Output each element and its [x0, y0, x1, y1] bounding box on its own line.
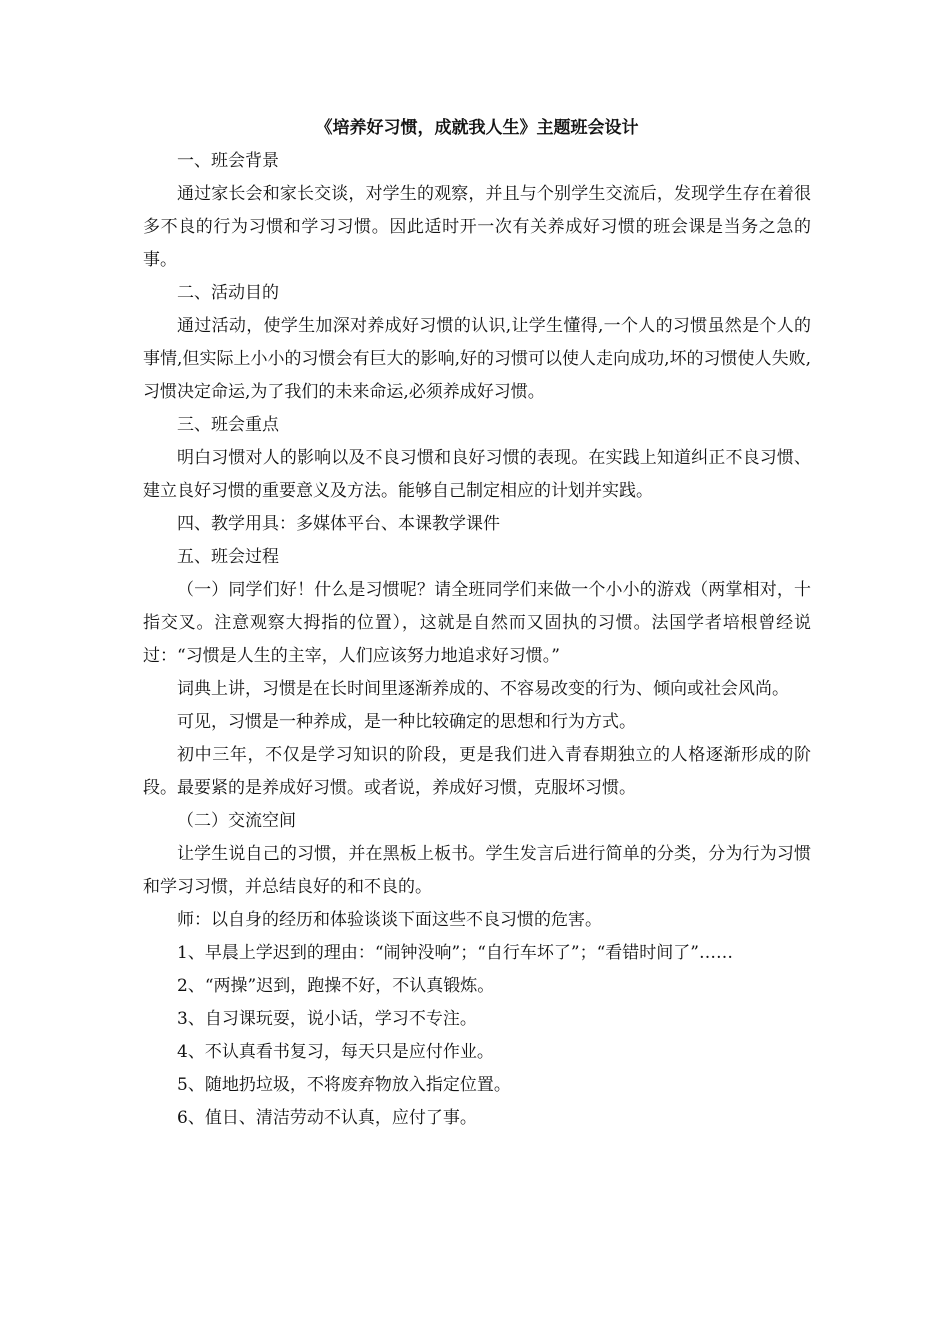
- heading-tools: 四、教学用具：多媒体平台、本课教学课件: [177, 514, 500, 534]
- paragraph-purpose: 通过活动，使学生加深对养成好习惯的认识,让学生懂得,一个人的习惯虽然是个人的事情,但实际上小小的习惯会有巨大的影响,好的习惯可以使人走向成功,坏的习惯使人失败,习惯决定命运,为了我们的未来命运,必须养成好习惯。: [143, 316, 811, 402]
- document-page: [143, 112, 811, 1135]
- heading-background: 一、班会背景: [177, 151, 279, 171]
- list-item-6: 6、值日、清洁劳动不认真，应付了事。: [177, 1108, 477, 1128]
- list-item-4: 4、不认真看书复习，每天只是应付作业。: [177, 1042, 494, 1062]
- paragraph-junior-high: 初中三年，不仅是学习知识的阶段，更是我们进入青春期独立的人格逐渐形成的阶段。最要紧的是养成好习惯。或者说，养成好习惯，克服坏习惯。: [143, 745, 811, 798]
- paragraph-focus: 明白习惯对人的影响以及不良习惯和良好习惯的表现。在实践上知道纠正不良习惯、建立良好习惯的重要意义及方法。能够自己制定相应的计划并实践。: [143, 448, 811, 501]
- document-title: 《培养好习惯，成就我人生》主题班会设计: [315, 118, 639, 138]
- list-item-2: 2、“两操”迟到，跑操不好，不认真锻炼。: [177, 976, 495, 996]
- paragraph-exchange: 让学生说自己的习惯，并在黑板上板书。学生发言后进行简单的分类，分为行为习惯和学习习惯，并总结良好的和不良的。: [143, 844, 811, 897]
- list-item-5: 5、随地扔垃圾，不将废弃物放入指定位置。: [177, 1075, 511, 1095]
- list-item-1: 1、早晨上学迟到的理由：“闹钟没响”；“自行车坏了”；“看错时间了”……: [177, 943, 733, 963]
- paragraph-background: 通过家长会和家长交谈，对学生的观察，并且与个别学生交流后，发现学生存在着很多不良的行为习惯和学习习惯。因此适时开一次有关养成好习惯的班会课是当务之急的事。: [143, 184, 811, 270]
- heading-purpose: 二、活动目的: [177, 283, 279, 303]
- paragraph-dictionary: 词典上讲，习惯是在长时间里逐渐养成的、不容易改变的行为、倾向或社会风尚。: [177, 679, 789, 699]
- heading-focus: 三、班会重点: [177, 415, 279, 435]
- paragraph-teacher: 师：以自身的经历和体验谈谈下面这些不良习惯的危害。: [177, 910, 602, 930]
- paragraph-process-intro: （一）同学们好！什么是习惯呢？请全班同学们来做一个小小的游戏（两掌相对，十指交叉。注意观察大拇指的位置），这就是自然而又固执的习惯。法国学者培根曾经说过：“习惯是人生的主宰，人们应该努力地追求好习惯。”: [143, 580, 811, 666]
- heading-process: 五、班会过程: [177, 547, 279, 567]
- paragraph-definition: 可见，习惯是一种养成，是一种比较确定的思想和行为方式。: [177, 712, 636, 732]
- heading-exchange: （二）交流空间: [177, 811, 296, 831]
- list-item-3: 3、自习课玩耍，说小话，学习不专注。: [177, 1009, 477, 1029]
